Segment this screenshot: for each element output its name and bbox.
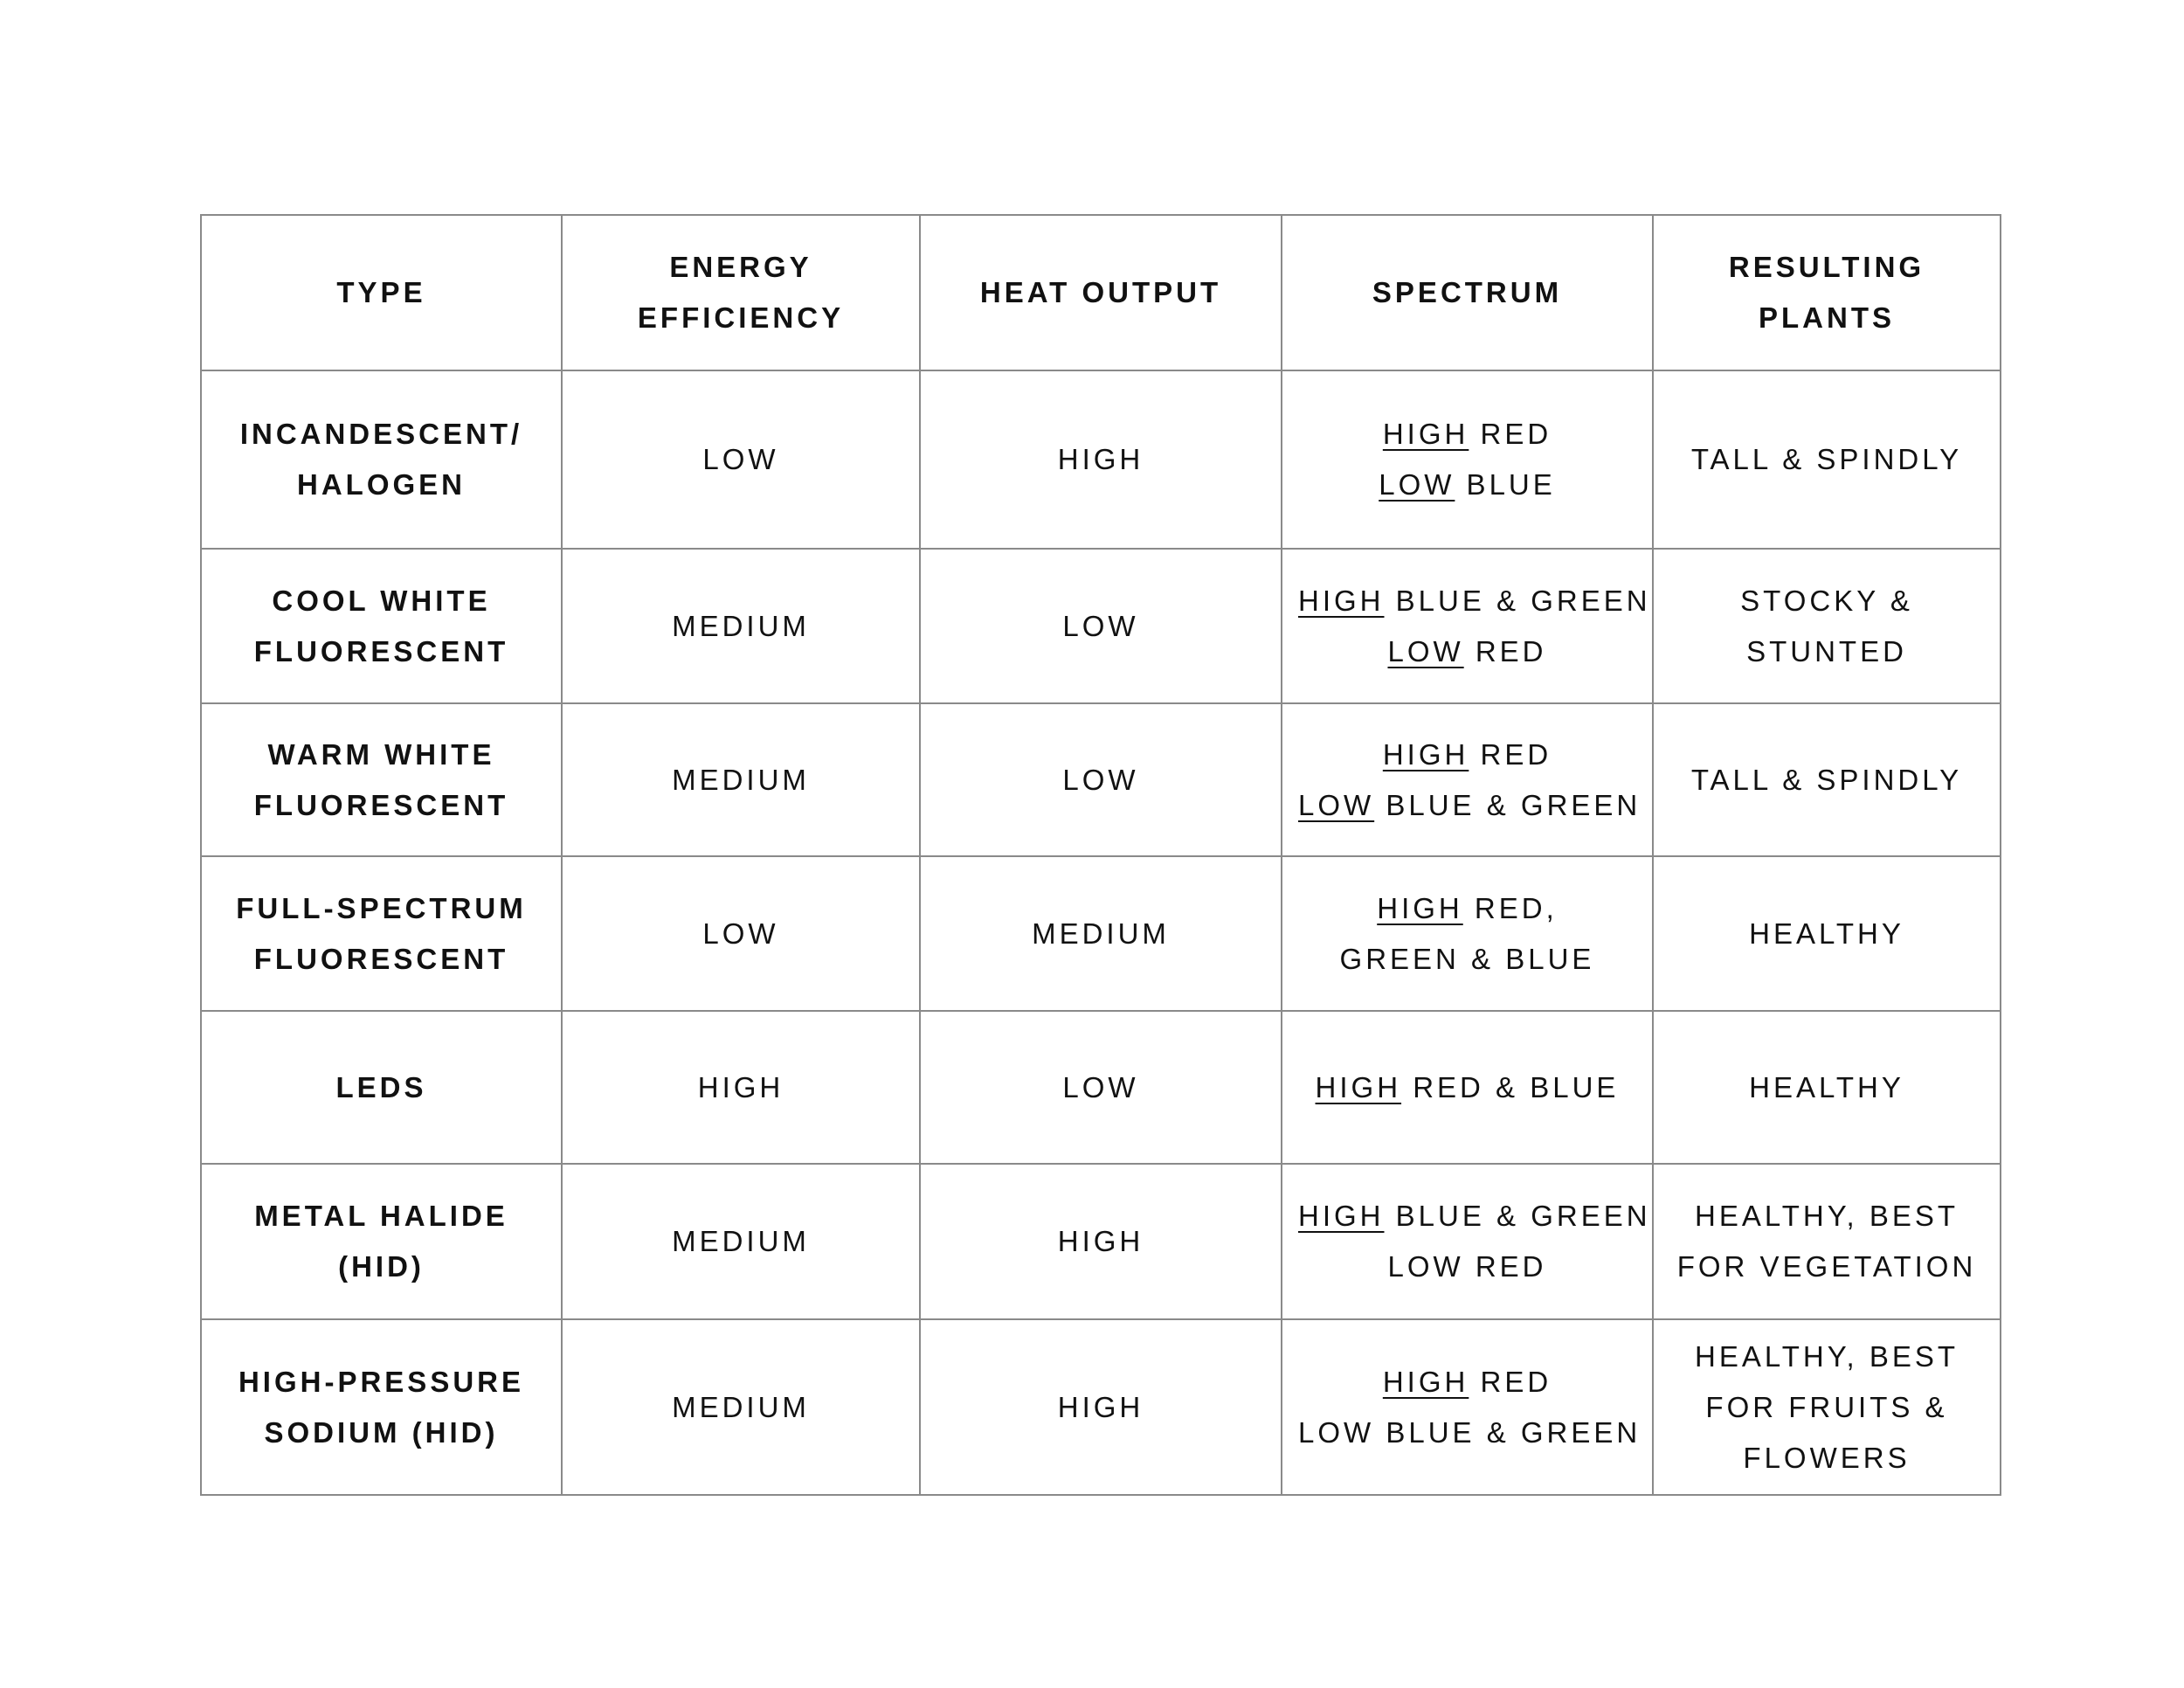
type-line: COOL WHITE [272,584,491,617]
heat-value: LOW [1062,763,1139,796]
spectrum-text: RED [1469,1365,1552,1398]
energy-cell [562,1164,920,1319]
spectrum-line [1298,780,1641,831]
plants-line: HEALTHY, BEST [1694,1200,1959,1232]
type-line: (HID) [338,1250,425,1283]
plants-cell [1653,549,2001,703]
spectrum-cell [1282,703,1653,856]
spectrum-emphasis: HIGH [1315,1070,1402,1103]
type-line: HALOGEN [297,468,466,501]
spectrum-line [1298,626,1636,677]
energy-cell [562,703,920,856]
heat-cell [920,1011,1282,1164]
plants-line: STOCKY & [1740,584,1913,617]
table-row [201,1319,2001,1495]
type-line: FLUORESCENT [253,788,509,821]
energy-value: MEDIUM [672,1225,810,1257]
type-cell [201,703,562,856]
spectrum-line [1298,934,1636,985]
spectrum-emphasis: LOW [1379,468,1455,501]
spectrum-cell [1282,370,1653,549]
spectrum-emphasis: HIGH [1382,418,1469,450]
type-cell [201,856,562,1011]
spectrum-emphasis: HIGH [1382,1365,1469,1398]
energy-value: LOW [702,917,779,950]
plants-cell [1653,703,2001,856]
energy-cell [562,856,920,1011]
spectrum-line [1298,460,1636,510]
spectrum-text: BLUE & GREEN [1374,788,1641,821]
spectrum-cell [1282,1319,1653,1495]
spectrum-text: RED & BLUE [1401,1070,1620,1103]
heat-value: HIGH [1057,1225,1144,1257]
table-row [201,856,2001,1011]
plants-line: FLOWERS [1743,1441,1911,1474]
spectrum-emphasis: LOW [1298,788,1375,821]
spectrum-line [1298,576,1651,626]
header-energy-line-1: ENERGY [669,251,812,283]
table-row [201,703,2001,856]
header-heat-output [920,215,1282,370]
heat-value: HIGH [1057,443,1144,475]
spectrum-line [1298,1191,1651,1242]
energy-value: MEDIUM [672,763,810,796]
header-type-label: TYPE [336,276,426,308]
type-line: METAL HALIDE [254,1200,508,1232]
heat-cell [920,549,1282,703]
spectrum-line [1298,1357,1636,1408]
header-resulting-plants [1653,215,2001,370]
spectrum-emphasis: LOW [1387,634,1464,668]
grow-light-comparison-table [200,214,2001,1496]
type-line: SODIUM (HID) [264,1415,499,1449]
type-cell [201,1011,562,1164]
spectrum-emphasis: HIGH [1382,737,1469,771]
header-heat-label: HEAT OUTPUT [979,276,1222,308]
spectrum-line [1298,1062,1636,1113]
plants-line: TALL & SPINDLY [1690,443,1963,475]
spectrum-text: GREEN & BLUE [1339,942,1595,975]
header-energy-line-2: EFFICIENCY [637,301,845,334]
heat-cell [920,370,1282,549]
energy-cell [562,370,920,549]
heat-cell [920,703,1282,856]
spectrum-cell [1282,549,1653,703]
plants-cell [1653,856,2001,1011]
spectrum-text: LOW RED [1387,1250,1547,1283]
type-line: FLUORESCENT [253,634,509,668]
heat-value: HIGH [1057,1390,1144,1423]
type-line: HIGH-PRESSURE [238,1365,525,1398]
energy-value: MEDIUM [672,1390,810,1423]
plants-line: HEALTHY [1749,917,1904,950]
spectrum-text: RED [1463,634,1547,668]
type-line: FLUORESCENT [253,942,509,975]
energy-value: HIGH [697,1070,784,1103]
spectrum-text: RED [1469,737,1552,771]
spectrum-line [1298,1408,1641,1458]
header-plants-line-2: PLANTS [1759,301,1895,334]
plants-line: TALL & SPINDLY [1690,763,1963,796]
type-line: LEDS [335,1070,427,1103]
heat-value: MEDIUM [1032,917,1170,950]
spectrum-emphasis: HIGH [1377,891,1463,924]
type-line: WARM WHITE [267,737,495,771]
heat-cell [920,1319,1282,1495]
spectrum-text: BLUE & GREEN [1384,584,1651,617]
spectrum-line [1298,409,1636,460]
spectrum-line [1298,730,1636,780]
energy-cell [562,1319,920,1495]
header-spectrum-label: SPECTRUM [1372,276,1563,308]
plants-cell [1653,1319,2001,1495]
spectrum-text: RED [1469,418,1552,450]
spectrum-line [1298,883,1636,934]
type-cell [201,370,562,549]
plants-line: STUNTED [1746,634,1907,668]
energy-cell [562,549,920,703]
heat-value: LOW [1062,1070,1139,1103]
plants-line: HEALTHY, BEST [1694,1339,1959,1373]
header-spectrum [1282,215,1653,370]
spectrum-emphasis: HIGH [1298,1200,1385,1232]
header-energy-efficiency [562,215,920,370]
spectrum-line [1298,1242,1636,1292]
table-row [201,1011,2001,1164]
spectrum-cell [1282,856,1653,1011]
spectrum-text: RED, [1462,891,1558,924]
table-row [201,370,2001,549]
type-line: FULL-SPECTRUM [236,891,527,924]
header-plants-line-1: RESULTING [1728,251,1925,283]
header-type [201,215,562,370]
table-row [201,1164,2001,1319]
spectrum-text: BLUE [1455,468,1556,501]
type-cell [201,1319,562,1495]
header-row [201,215,2001,370]
type-line: INCANDESCENT/ [239,418,523,450]
plants-cell [1653,1011,2001,1164]
spectrum-emphasis: HIGH [1298,584,1385,617]
type-cell [201,1164,562,1319]
type-cell [201,549,562,703]
plants-cell [1653,1164,2001,1319]
plants-line: HEALTHY [1749,1070,1904,1103]
heat-cell [920,1164,1282,1319]
spectrum-cell [1282,1164,1653,1319]
spectrum-cell [1282,1011,1653,1164]
spectrum-text: BLUE & GREEN [1384,1200,1651,1232]
plants-line: FOR VEGETATION [1676,1250,1977,1283]
plants-line: FOR FRUITS & [1705,1390,1948,1423]
energy-value: MEDIUM [672,609,810,642]
heat-value: LOW [1062,609,1139,642]
heat-cell [920,856,1282,1011]
table-row [201,549,2001,703]
energy-cell [562,1011,920,1164]
spectrum-text: LOW BLUE & GREEN [1298,1415,1641,1449]
energy-value: LOW [702,443,779,475]
plants-cell [1653,370,2001,549]
